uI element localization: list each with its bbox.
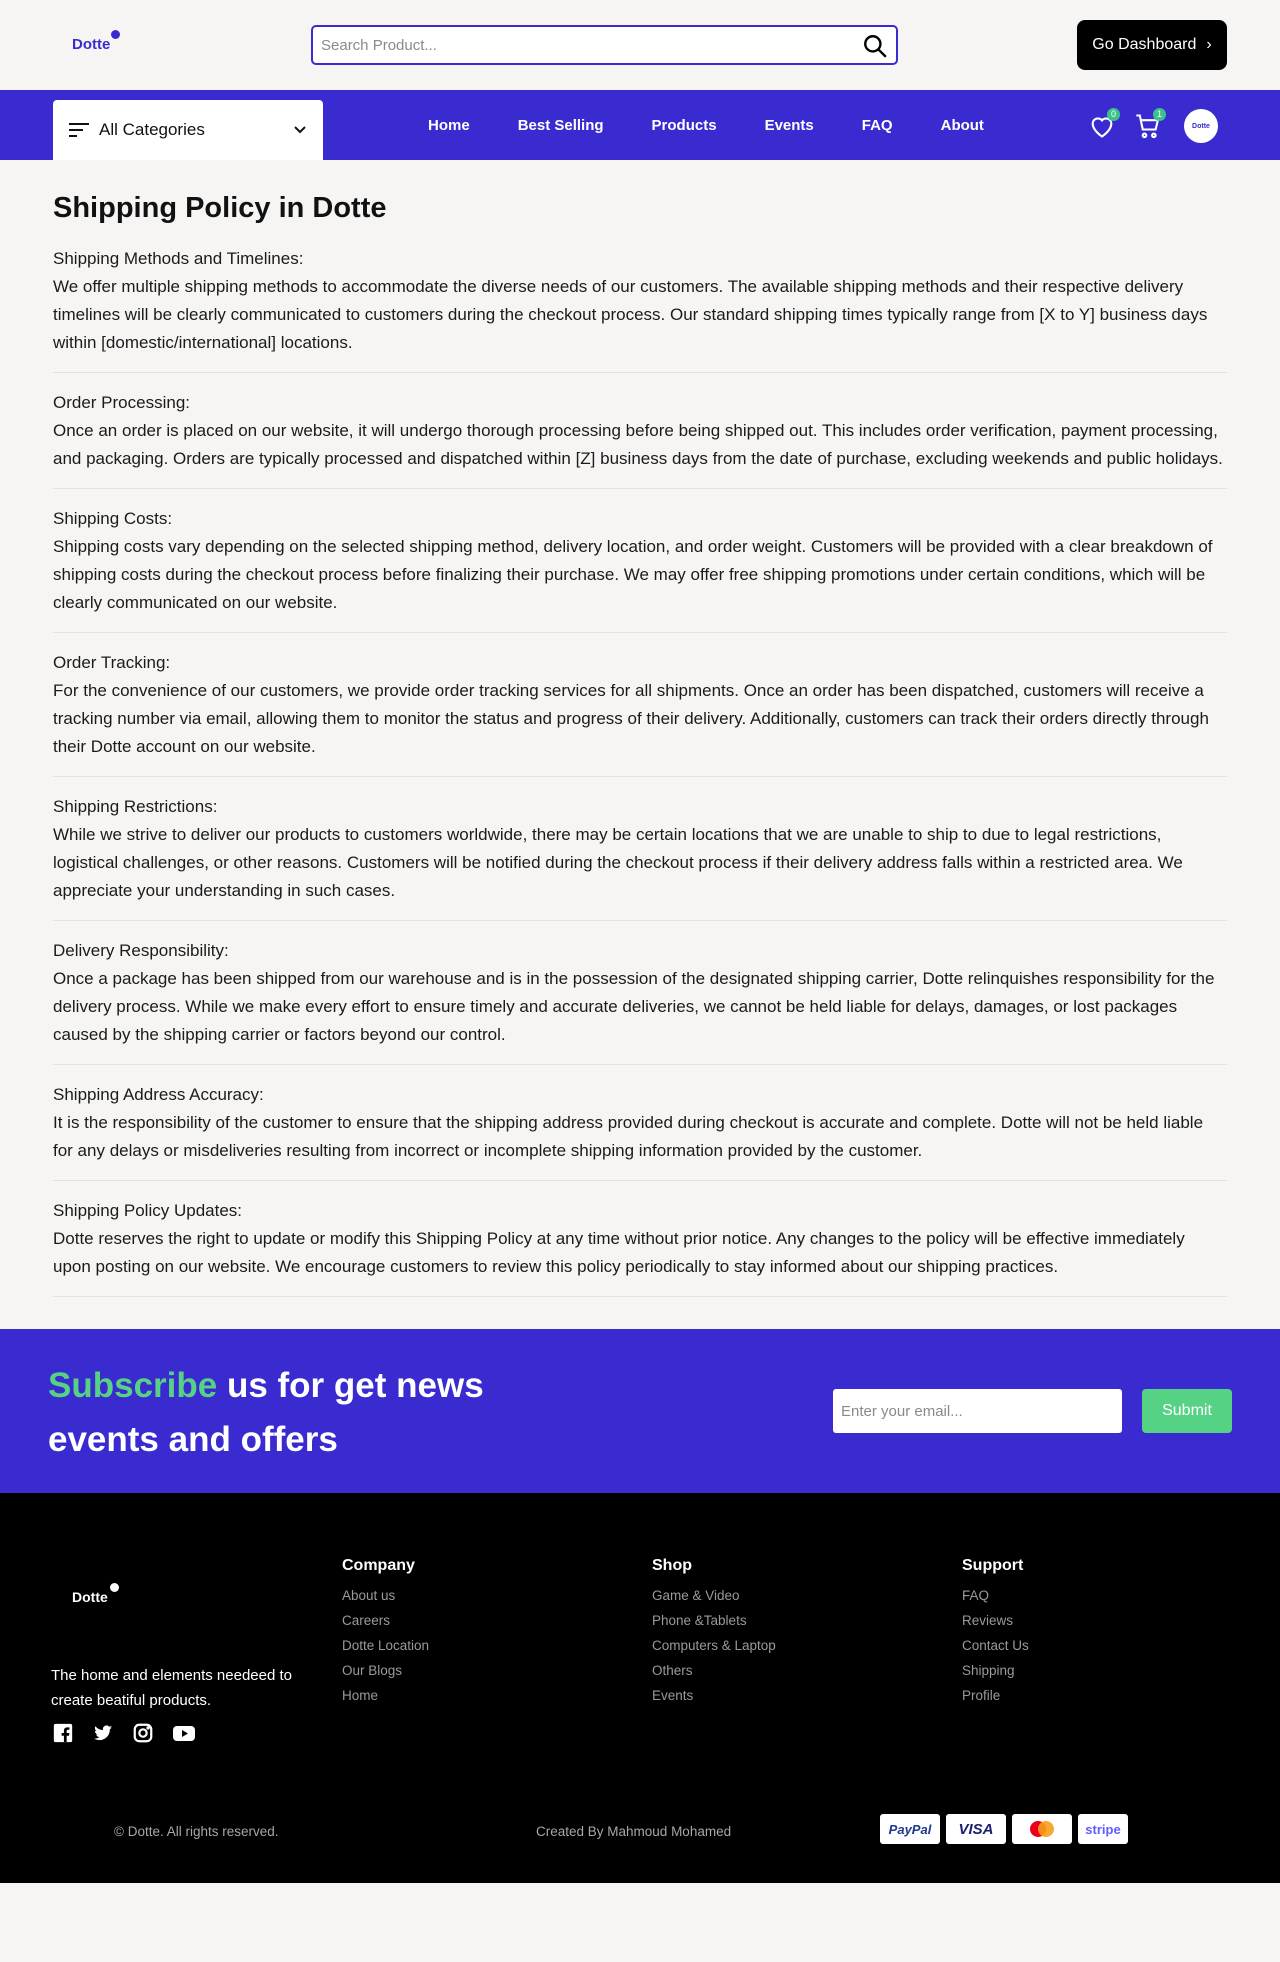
section-body: It is the responsibility of the customer to ensure that the shipping address provided during checkout is accurate and complete. Dotte will not be held liable for any delays or misdeliveries resulting from incorrect or incomplete shipping information provided by the customer. [53,1113,1204,1160]
section-heading: Shipping Methods and Timelines: [53,249,304,268]
nav-links [428,90,1032,160]
nav-about[interactable]: About [940,116,984,134]
payment-methods [880,1814,1128,1844]
instagram-icon[interactable] [132,1722,154,1744]
footer-link[interactable]: Reviews [962,1613,1014,1628]
subscribe-highlight: Subscribe [48,1366,218,1405]
subscribe-heading [48,1359,528,1467]
submit-button[interactable]: Submit [1142,1389,1232,1433]
youtube-icon[interactable] [172,1722,194,1744]
footer-col-shop [652,1557,776,1708]
section-body: While we strive to deliver our products to customers worldwide, there may be certain locations that we are unable to ship to due to legal restrictions, logistical challenges, or other reasons. Customers will be notified during the checkout process if their delivery address falls within a restricted area. We appreciate your understanding in such cases. [53,825,1183,900]
section-heading: Shipping Costs: [53,509,173,528]
categories-dropdown[interactable] [53,100,323,160]
section-body: We offer multiple shipping methods to accommodate the diverse needs of our customers. The available shipping methods and their respective delivery timelines will be clearly communicated to customers during the checkout process. Our standard shipping times typically range from [X to Y] business days within [domestic/international] locations. [53,277,1208,352]
footer [0,1493,1280,1883]
visa-icon: VISA [946,1814,1006,1844]
policy-section [53,389,1227,489]
section-heading: Shipping Policy Updates: [53,1201,243,1220]
nav-faq[interactable]: FAQ [861,116,893,134]
section-body: Once an order is placed on our website, it will undergo thorough processing before being shipped out. This includes order verification, payment processing, and packaging. Orders are typically processed and dispatched within [Z] business days from the date of purchase, excluding weekends and public holidays. [53,421,1223,468]
policy-section [53,937,1227,1065]
footer-link[interactable]: Shipping [962,1663,1015,1678]
categories-label: All Categories [99,120,205,139]
footer-link[interactable]: Computers & Laptop [652,1638,776,1653]
menu-lines-icon [69,122,89,138]
footer-link[interactable]: Home [342,1688,379,1703]
section-body: Shipping costs vary depending on the selected shipping method, delivery location, and order weight. Customers will be provided with a clear breakdown of shipping costs during the checkout process before finalizing their purchase. We may offer free shipping promotions under certain conditions, which will be clearly communicated on our website. [53,537,1213,612]
footer-col-title: Shop [652,1557,692,1574]
section-heading: Order Tracking: [53,653,171,672]
logo-text: Dotte [72,36,111,53]
policy-section [53,649,1227,777]
social-links [52,1722,194,1744]
section-body: Once a package has been shipped from our warehouse and is in the possession of the designated shipping carrier, Dotte relinquishes responsibility for the delivery process. While we make every effort to ensure timely and accurate deliveries, we cannot be held liable for delays, damages, or lost packages caused by the shipping carrier or factors beyond our control. [53,969,1215,1044]
stripe-icon: stripe [1078,1814,1128,1844]
policy-section [53,1197,1227,1297]
policy-section [53,505,1227,633]
avatar[interactable] [1184,109,1218,143]
footer-col-support [962,1557,1029,1708]
search-bar [311,25,898,65]
footer-logo-dot [110,1583,119,1592]
go-dashboard-button[interactable] [1077,20,1227,70]
go-dashboard-label: Go Dashboard [1092,36,1197,53]
subscribe-banner [0,1329,1280,1493]
search-input[interactable] [313,27,833,63]
nav-best-selling[interactable]: Best Selling [517,116,604,134]
footer-link[interactable]: Phone &Tablets [652,1613,747,1628]
footer-link[interactable]: Profile [962,1688,1001,1703]
avatar-label: Dotte [1192,122,1210,130]
section-heading: Shipping Address Accuracy: [53,1085,264,1104]
logo-dot [111,30,120,39]
chevron-down-icon [293,125,307,135]
nav-icons [1088,108,1218,144]
nav-products[interactable]: Products [651,116,717,134]
footer-link[interactable]: Game & Video [652,1588,740,1603]
section-heading: Order Processing: [53,393,190,412]
policy-content [0,160,1280,1297]
facebook-icon[interactable] [52,1722,74,1744]
paypal-icon: PayPal [880,1814,940,1844]
section-body: For the convenience of our customers, we provide order tracking services for all shipments. Once an order has been dispatched, customers will receive a tracking number via email, allowing them to monitor the status and progress of their delivery. Additionally, customers can track their orders directly through their Dotte account on our website. [53,681,1209,756]
email-field[interactable] [833,1389,1122,1433]
section-heading: Delivery Responsibility: [53,941,229,960]
main-navbar [0,90,1280,160]
footer-col-title: Support [962,1557,1024,1574]
top-header [0,0,1280,90]
policy-section [53,1081,1227,1181]
footer-link[interactable]: Careers [342,1613,391,1628]
footer-link[interactable]: Dotte Location [342,1638,430,1653]
cart-count-badge: 1 [1153,108,1166,121]
nav-events[interactable]: Events [764,116,814,134]
logo[interactable] [72,36,110,53]
footer-link[interactable]: Our Blogs [342,1663,403,1678]
footer-logo[interactable] [72,1589,108,1605]
page-title: Shipping Policy in Dotte [53,192,387,224]
mastercard-icon [1012,1814,1072,1844]
footer-col-company [342,1557,429,1708]
created-by: Created By Mahmoud Mohamed [536,1824,732,1839]
cart-button[interactable] [1134,109,1162,140]
nav-home[interactable]: Home [428,116,470,134]
footer-link[interactable]: Events [652,1688,694,1703]
footer-link[interactable]: Contact Us [962,1638,1029,1653]
wishlist-button[interactable] [1088,109,1116,140]
policy-section [53,793,1227,921]
copyright: © Dotte. All rights reserved. [114,1824,279,1839]
twitter-icon[interactable] [92,1722,114,1744]
footer-link[interactable]: Others [652,1663,693,1678]
footer-tagline: The home and elements needeed to create beatiful products. [51,1667,293,1709]
chevron-right-icon: › [1206,36,1212,53]
wishlist-count-badge: 0 [1107,108,1120,121]
section-body: Dotte reserves the right to update or modify this Shipping Policy at any time without prior notice. Any changes to the policy will be effective immediately upon posting on our website. We encourage customers to review this policy periodically to stay informed about our shipping practices. [53,1229,1185,1276]
section-heading: Shipping Restrictions: [53,797,218,816]
search-icon[interactable] [862,33,888,59]
footer-link[interactable]: About us [342,1588,396,1603]
footer-link[interactable]: FAQ [962,1588,990,1603]
footer-col-title: Company [342,1557,415,1574]
policy-section [53,245,1227,373]
subscribe-text: us for get news events and offers [48,1366,484,1459]
footer-logo-text: Dotte [72,1589,108,1605]
